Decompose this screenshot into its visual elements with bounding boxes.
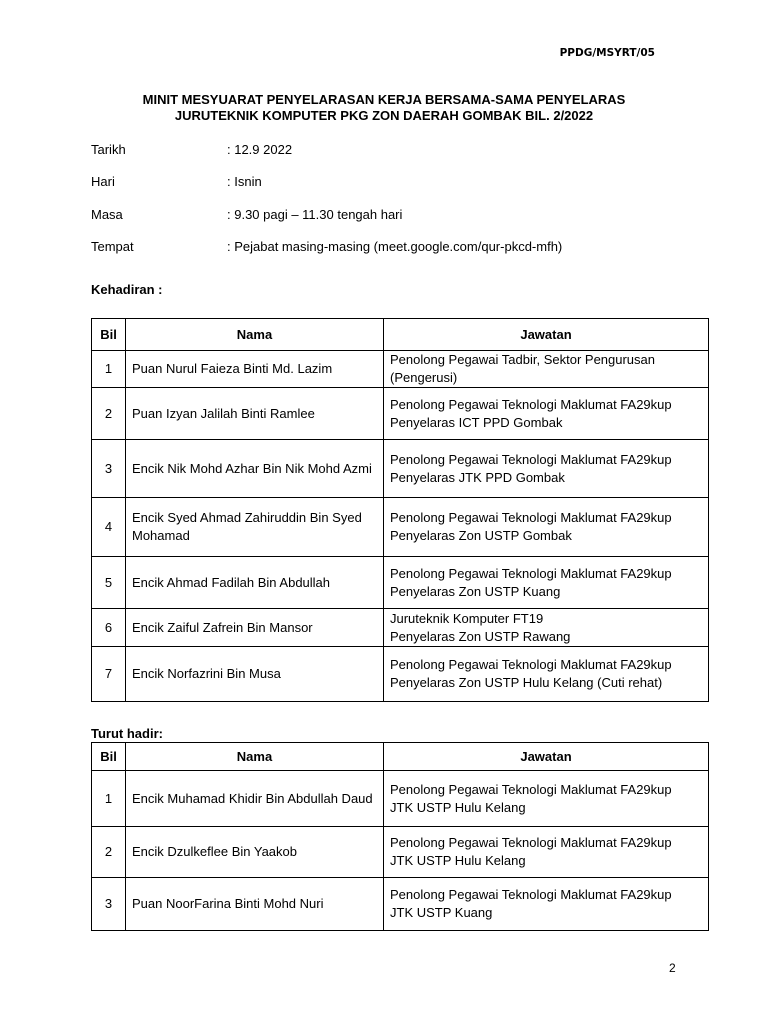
kehadiran-heading: Kehadiran : [91,282,163,297]
table-row [92,878,709,931]
jawatan-line: Penyelaras JTK PPD Gombak [390,469,565,485]
table-row [92,388,709,440]
turut-hadir-table [91,742,709,931]
jawatan-line: JTK USTP Hulu Kelang [390,799,526,815]
table-row [92,609,709,647]
table-row [92,647,709,702]
row-jawatan [384,498,709,557]
jawatan-line: Juruteknik Komputer FT19 [390,610,544,626]
table-header-row [92,743,709,771]
jawatan-line: Penyelaras Zon USTP Hulu Kelang (Cuti rehat) [390,675,663,690]
meta-value: : Pejabat masing-masing (meet.google.com/qur-pkcd-mfh) [227,239,563,254]
header-nama: Nama [126,743,384,771]
row-nama: Puan NoorFarina Binti Mohd Nuri [126,878,384,931]
meta-label: Hari [91,174,115,189]
header-jawatan: Jawatan [384,743,709,771]
row-nama: Encik Muhamad Khidir Bin Abdullah Daud [126,771,384,827]
meta-value: : 12.9 2022 [227,142,293,157]
title-line-2: JURUTEKNIK KOMPUTER PKG ZON DAERAH GOMBAK BIL. 2/2022 [174,108,594,123]
jawatan-line: Penyelaras Zon USTP Kuang [390,583,561,599]
table-row [92,557,709,609]
row-nama: Encik Norfazrini Bin Musa [126,647,384,702]
row-bil: 3 [92,878,126,931]
table-row [92,351,709,388]
meta-value: : 9.30 pagi – 11.30 tengah hari [227,207,403,222]
row-bil: 7 [92,647,126,702]
kehadiran-table [91,318,709,702]
jawatan-line: Penyelaras Zon USTP Rawang [390,628,571,644]
header-jawatan: Jawatan [384,319,709,351]
page-number: 2 [669,961,676,975]
row-nama: Encik Zaiful Zafrein Bin Mansor [126,609,384,647]
row-bil: 4 [92,498,126,557]
row-bil: 2 [92,388,126,440]
row-jawatan [384,771,709,827]
jawatan-line: Penolong Pegawai Teknologi Maklumat FA29kup [390,657,672,672]
jawatan-line: Penolong Pegawai Teknologi Maklumat FA29kup [390,835,672,850]
title-line-1: MINIT MESYUARAT PENYELARASAN KERJA BERSAMA-SAMA PENYELARAS [142,92,626,107]
jawatan-line: Penolong Pegawai Teknologi Maklumat FA29kup [390,396,672,412]
row-nama: Puan Izyan Jalilah Binti Ramlee [126,388,384,440]
table-row [92,498,709,557]
row-jawatan [384,647,709,702]
row-jawatan [384,609,709,647]
jawatan-line: Penolong Pegawai Tadbir, Sektor Pengurusan [390,352,656,367]
table-header-row [92,319,709,351]
meta-label: Tempat [91,239,134,254]
document-title [91,92,677,124]
reference-code: PPDG/MSYRT/05 [559,47,655,59]
row-nama: Encik Ahmad Fadilah Bin Abdullah [126,557,384,609]
row-bil: 5 [92,557,126,609]
row-bil: 6 [92,609,126,647]
row-jawatan [384,388,709,440]
header-bil: Bil [92,743,126,771]
row-nama: Encik Syed Ahmad Zahiruddin Bin Syed Mohamad [126,498,384,557]
row-bil: 2 [92,827,126,878]
header-bil: Bil [92,319,126,351]
row-jawatan [384,351,709,388]
meta-label: Masa [91,207,123,222]
table-row [92,440,709,498]
row-nama: Puan Nurul Faieza Binti Md. Lazim [126,351,384,388]
jawatan-line: Penolong Pegawai Teknologi Maklumat FA29kup [390,510,672,525]
jawatan-line: JTK USTP Hulu Kelang [390,853,526,868]
jawatan-line: Penyelaras Zon USTP Gombak [390,528,572,543]
row-nama: Encik Nik Mohd Azhar Bin Nik Mohd Azmi [126,440,384,498]
row-jawatan [384,557,709,609]
row-bil: 3 [92,440,126,498]
jawatan-line: (Pengerusi) [390,370,458,385]
row-jawatan [384,827,709,878]
turut-hadir-heading: Turut hadir: [91,726,163,741]
jawatan-line: Penyelaras ICT PPD Gombak [390,414,563,430]
jawatan-line: Penolong Pegawai Teknologi Maklumat FA29kup [390,565,672,581]
table-row [92,771,709,827]
jawatan-line: Penolong Pegawai Teknologi Maklumat FA29kup [390,781,672,797]
table-row [92,827,709,878]
jawatan-line: Penolong Pegawai Teknologi Maklumat FA29kup [390,451,672,467]
meta-value: : Isnin [227,174,262,189]
jawatan-line: Penolong Pegawai Teknologi Maklumat FA29kup [390,887,672,902]
meta-label: Tarikh [91,142,126,157]
row-bil: 1 [92,771,126,827]
row-bil: 1 [92,351,126,388]
row-jawatan [384,878,709,931]
jawatan-line: JTK USTP Kuang [390,905,493,920]
row-jawatan [384,440,709,498]
header-nama: Nama [126,319,384,351]
row-nama: Encik Dzulkeflee Bin Yaakob [126,827,384,878]
